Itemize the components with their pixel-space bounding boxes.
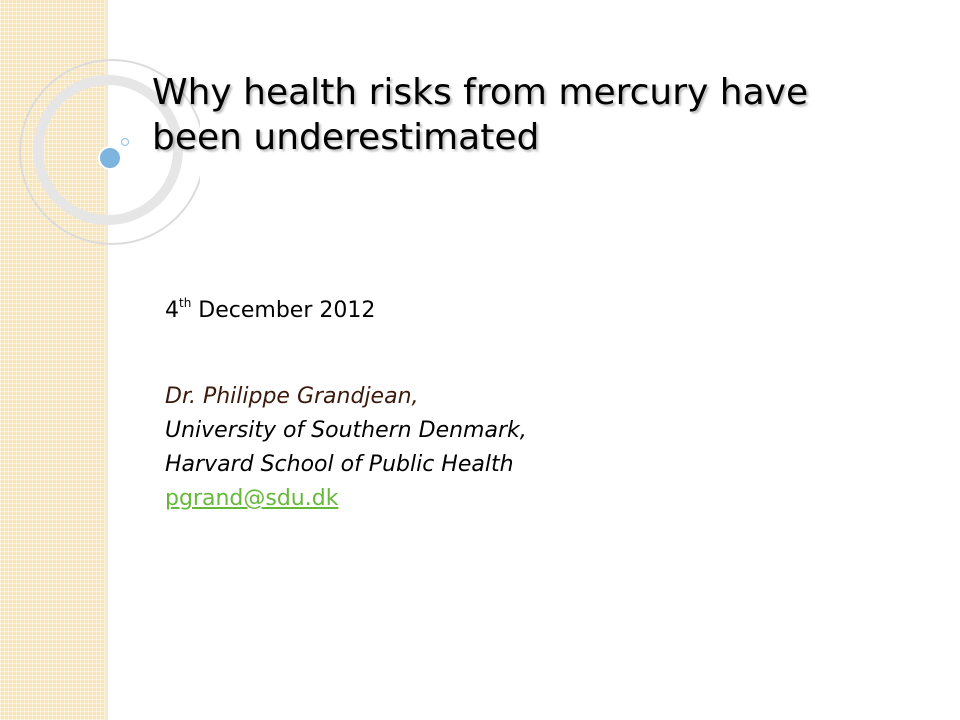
affiliation-2: Harvard School of Public Health [165,452,514,477]
affiliation-1: University of Southern Denmark, [165,418,527,443]
small-dot-icon [122,139,129,146]
date-suffix: th [179,296,192,310]
presentation-date [165,296,375,323]
blue-dot-icon [99,147,121,169]
title-line-2: been underestimated [152,117,540,158]
author-name: Dr. Philippe Grandjean, [165,384,419,409]
slide-title [152,70,912,160]
email-link[interactable]: pgrand@sdu.dk [165,486,339,511]
date-rest: December 2012 [191,298,376,323]
title-line-1: Why health risks from mercury have [152,72,809,113]
author-block [165,380,527,516]
date-day: 4 [165,298,179,323]
